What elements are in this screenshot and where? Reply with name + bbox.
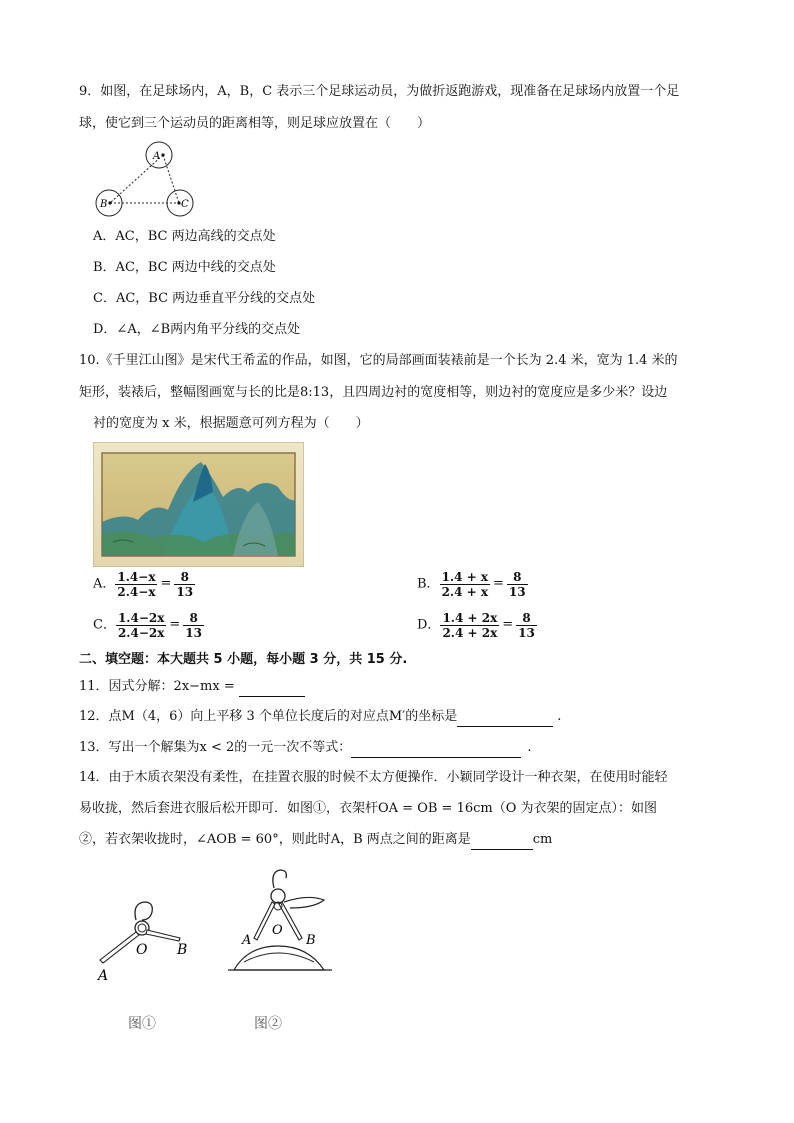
q9-option-d: D．∠A，∠B两内角平分线的交点处: [93, 322, 301, 337]
fig2-label-o: O: [272, 923, 283, 938]
q10-line-1: 10.《千里江山图》是宋代王希孟的作品，如图，它的局部画面装裱前是一个长为 2.4 米，宽为 1.4 米的: [79, 353, 678, 368]
q10-a-lhs: $\frac{1.4-x}{2.4-x}$: [117, 569, 156, 599]
q10-option-d: D． $\frac{1.4 + 2x}{2.4 + 2x}$ = $\frac{8}{13}$: [417, 610, 535, 640]
q10-a-rhs: $\frac{8}{13}$: [176, 569, 194, 599]
q9-option-a: A．AC，BC 两边高线的交点处: [93, 229, 276, 244]
q11-line: 11．因式分解：2x−mx =: [79, 678, 305, 697]
q10-b-rhs: $\frac{8}{13}$: [508, 569, 526, 599]
q10-c-rhs: $\frac{8}{13}$: [185, 610, 202, 640]
section-2-title: 二、填空题：本大题共 5 小题，每小题 3 分，共 15 分.: [79, 652, 408, 667]
q9-label-a: A: [153, 151, 161, 162]
q12-line: 12．点M（4，6）向上平移 3 个单位长度后的对应点M′的坐标是 .: [79, 708, 561, 727]
q14-line-3: ②，若衣架收拢时，∠AOB = 60°，则此时A，B 两点之间的距离是 cm: [79, 831, 552, 850]
q10-line-2: 矩形，装裱后，整幅图画宽与长的比是8:13，且四周边衬的宽度相等，则边衬的宽度应是多少米？设边: [79, 385, 668, 400]
q12-answer-blank[interactable]: [457, 708, 553, 727]
painting-image: [93, 442, 304, 567]
q9-option-b: B．AC，BC 两边中线的交点处: [93, 260, 276, 275]
q9-triangle-figure: [93, 140, 203, 220]
q10-d-lhs: $\frac{1.4 + 2x}{2.4 + 2x}$: [442, 610, 498, 640]
q13-answer-blank[interactable]: [351, 739, 521, 758]
fig2-label-b: B: [306, 933, 316, 948]
q9-option-c: C．AC，BC 两边垂直平分线的交点处: [93, 291, 316, 306]
fig1-label-a: A: [98, 968, 109, 984]
q10-line-3: 衬的宽度为 x 米，根据题意可列方程为（ ）: [93, 416, 369, 431]
q9-line-2: 球，使它到三个运动员的距离相等，则足球应放置在（ ）: [79, 116, 431, 131]
fig1-caption: 图①: [128, 1016, 156, 1032]
q10-option-a: A． $\frac{1.4-x}{2.4-x}$ = $\frac{8}{13}$: [93, 569, 194, 599]
q11-answer-blank[interactable]: [239, 678, 305, 697]
q9-label-b: B: [100, 199, 108, 210]
fig2-label-a: A: [242, 933, 252, 948]
q10-option-b: B． $\frac{1.4 + x}{2.4 + x}$ = $\frac{8}{13}$: [417, 569, 526, 599]
q14-answer-blank[interactable]: [471, 831, 533, 850]
q14-figure-2: [228, 866, 338, 1040]
q14-line-2: 易收拢，然后套进衣服后松开即可．如图①，衣架杆OA = OB = 16cm（O 为衣架的固定点）：如图: [79, 801, 658, 816]
q13-line: 13．写出一个解集为x < 2的一元一次不等式： .: [79, 739, 531, 758]
q10-option-c: C． $\frac{1.4-2x}{2.4-2x}$ = $\frac{8}{13}$: [93, 610, 202, 640]
q10-d-rhs: $\frac{8}{13}$: [518, 610, 535, 640]
q9-label-c: C: [181, 199, 189, 210]
q10-b-lhs: $\frac{1.4 + x}{2.4 + x}$: [441, 569, 489, 599]
fig1-label-o: O: [136, 942, 148, 958]
q10-c-lhs: $\frac{1.4-2x}{2.4-2x}$: [117, 610, 165, 640]
q14-figure-1: [92, 890, 202, 1040]
fig1-label-b: B: [177, 942, 188, 958]
q14-line-1: 14．由于木质衣架没有柔性，在挂置衣服的时候不太方便操作．小颖同学设计一种衣架，在使用时能轻: [79, 770, 668, 785]
q9-line-1: 9．如图，在足球场内，A，B，C 表示三个足球运动员，为做折返跑游戏，现准备在足球场内放置一个足: [79, 84, 680, 99]
fig2-caption: 图②: [254, 1016, 282, 1032]
